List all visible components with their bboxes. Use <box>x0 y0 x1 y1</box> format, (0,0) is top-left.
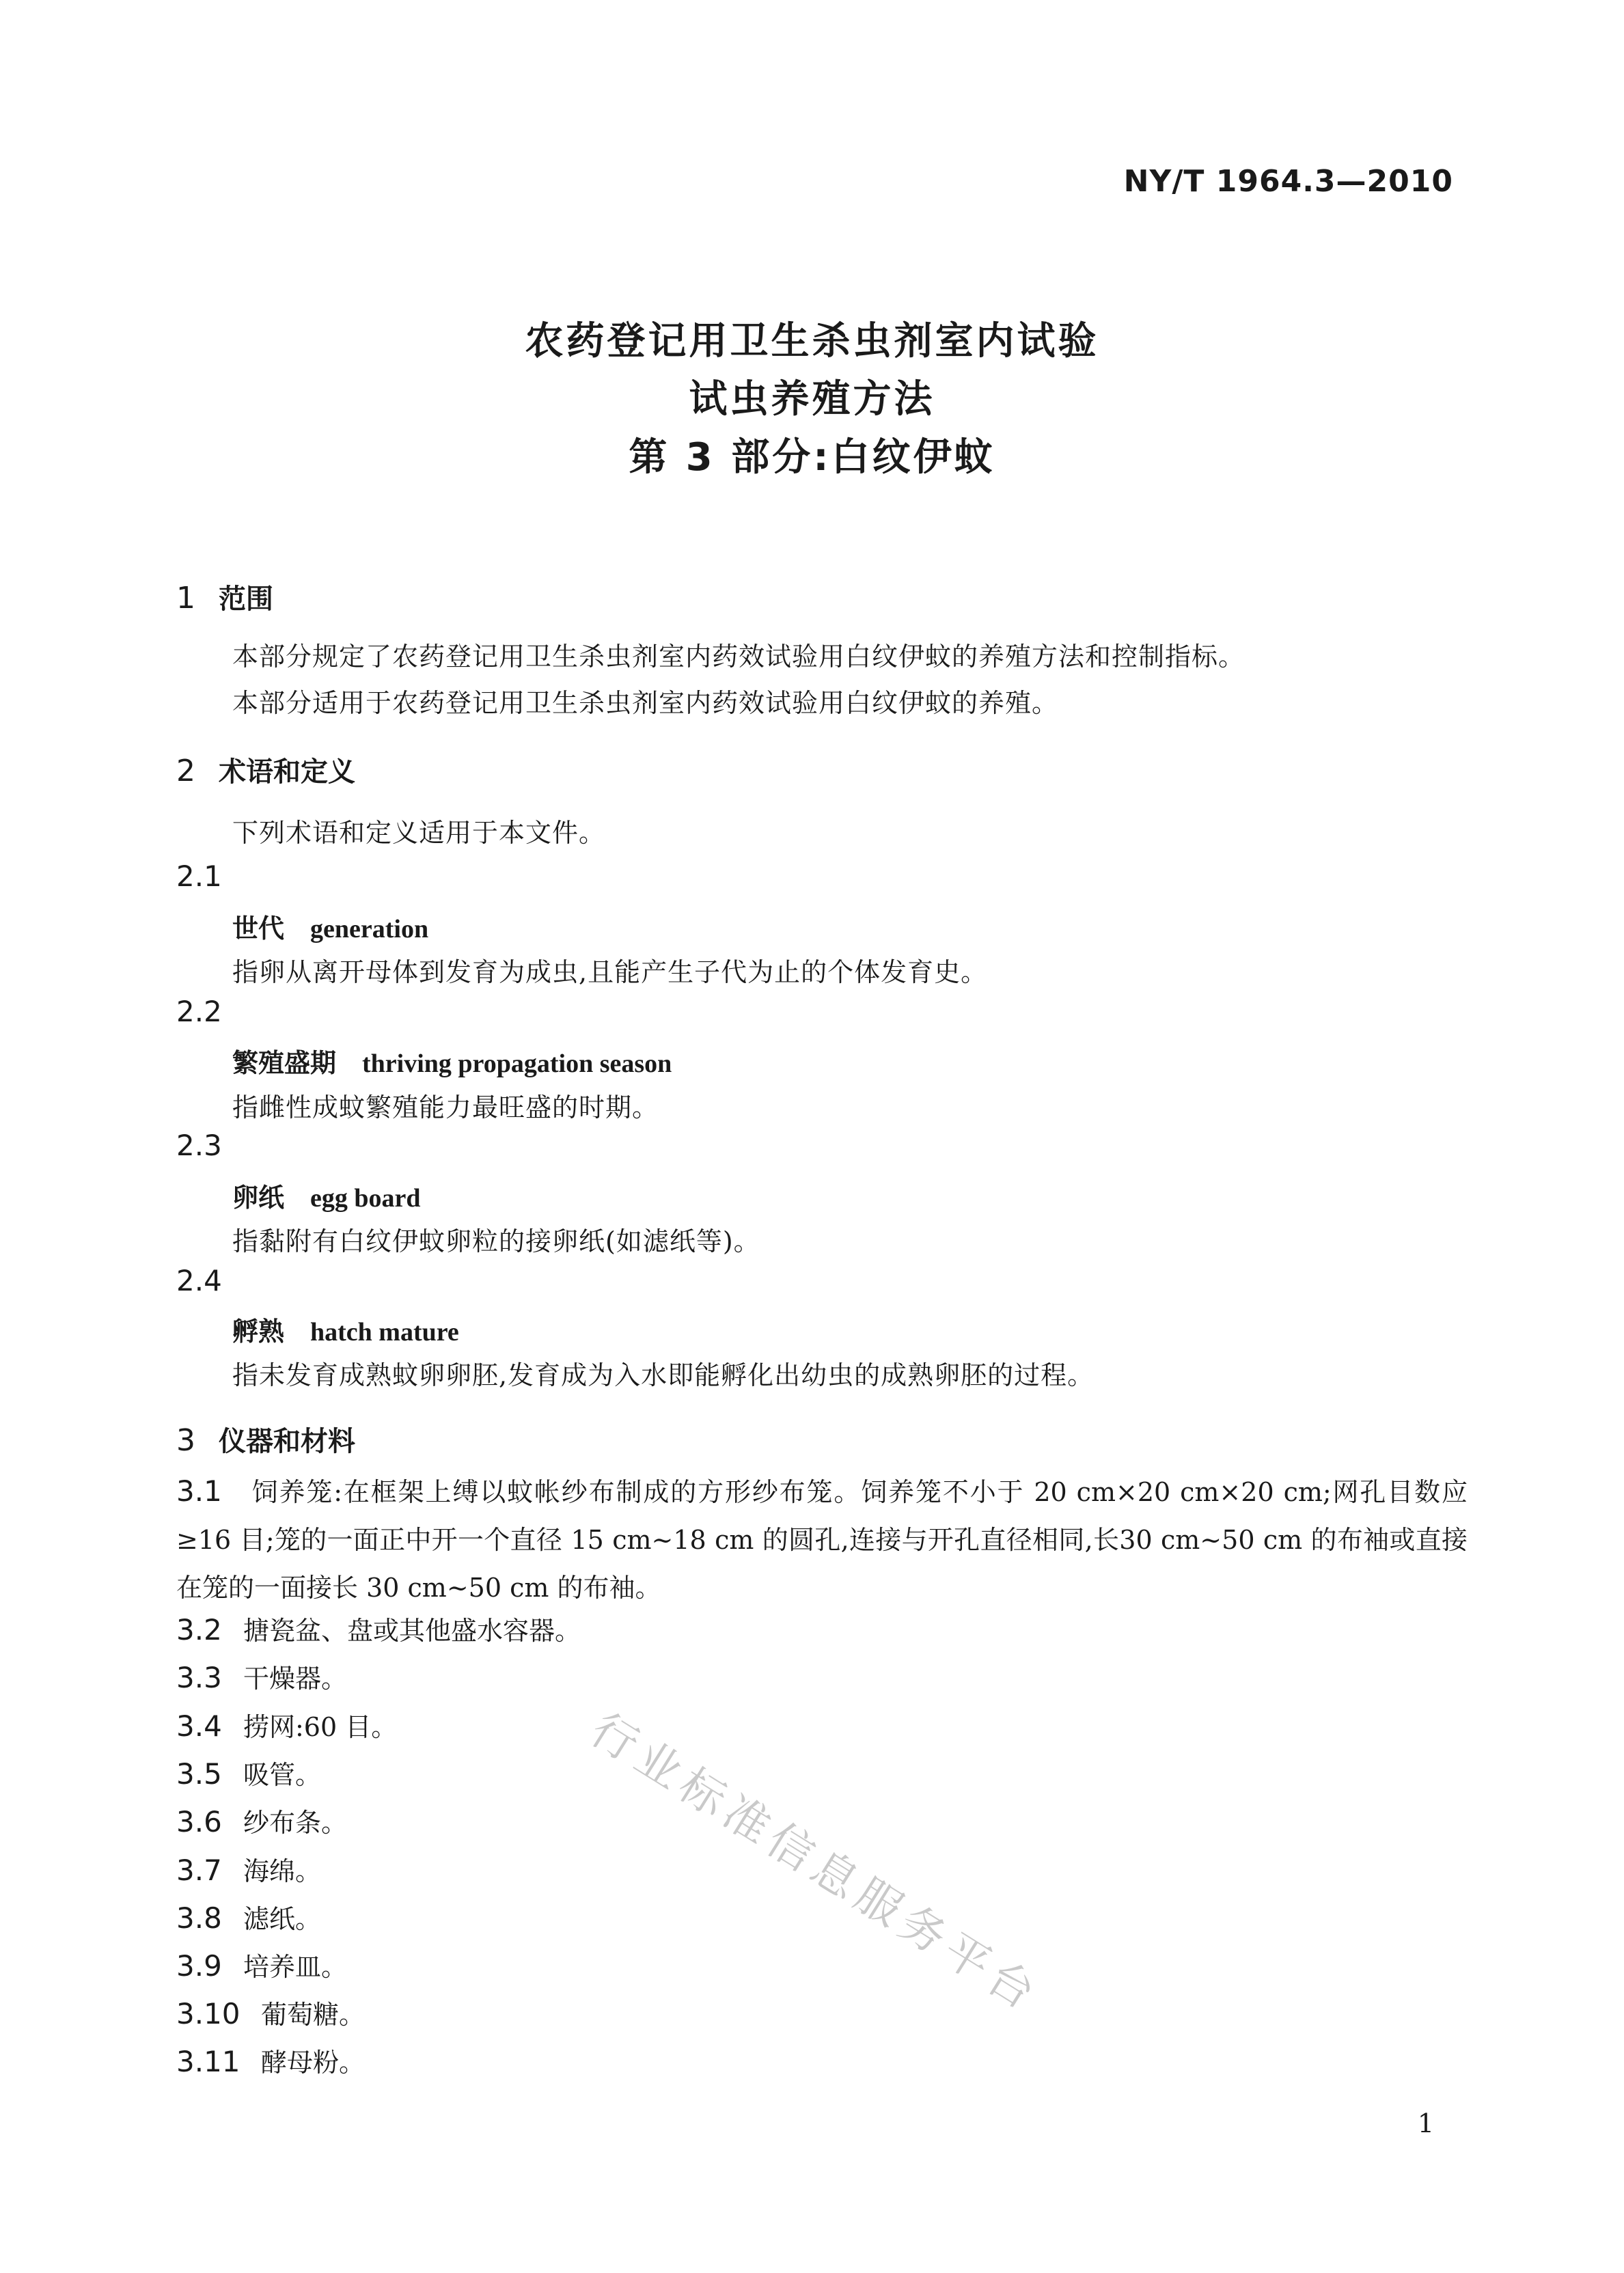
section-1-heading <box>176 577 273 616</box>
list-item <box>176 1898 321 1936</box>
definition: 指黏附有白纹伊蚊卵粒的接卵纸(如滤纸等)。 <box>232 1226 760 1256</box>
watermark: 行业标准信息服务平台 <box>581 1703 1050 2023</box>
item-number: 3.1 <box>176 1474 222 1508</box>
list-item <box>176 1706 397 1744</box>
clause-number: 2.1 <box>176 859 222 893</box>
item-number: 3.5 <box>176 1757 222 1791</box>
term-en: egg board <box>310 1184 421 1213</box>
item-text: 饲养笼:在框架上缚以蚊帐纱布制成的方形纱布笼。饲养笼不小于 20 cm×20 cm×20 cm;网孔目数应≥16 目;笼的一面正中开一个直径 15 cm~18 cm 的圆孔,连接与开孔直径相同,长30 cm~50 cm 的布袖或直接在笼的一面接长 30 cm~50 cm 的布袖。 <box>176 1477 1468 1603</box>
paragraph: 本部分规定了农药登记用卫生杀虫剂室内药效试验用白纹伊蚊的养殖方法和控制指标。 <box>232 642 1245 672</box>
term-zh: 卵纸 <box>232 1182 285 1213</box>
term <box>232 907 428 945</box>
term-zh: 繁殖盛期 <box>232 1047 337 1078</box>
item-text: 海绵。 <box>243 1856 322 1886</box>
item-text: 吸管。 <box>243 1760 322 1790</box>
item-number: 3.2 <box>176 1613 222 1647</box>
item-number: 3.10 <box>176 1997 240 2030</box>
section-title: 术语和定义 <box>219 756 355 788</box>
term <box>232 1176 421 1214</box>
term <box>232 1310 459 1348</box>
item-text: 纱布条。 <box>243 1808 348 1838</box>
definition: 指未发育成熟蚊卵卵胚,发育成为入水即能孵化出幼虫的成熟卵胚的过程。 <box>232 1360 1095 1390</box>
clause-number: 2.2 <box>176 995 222 1028</box>
title-line-2: 试虫养殖方法 <box>689 377 935 422</box>
section-2-heading <box>176 750 355 789</box>
list-item <box>176 2041 365 2079</box>
section-title: 范围 <box>219 583 273 615</box>
item-number: 3.9 <box>176 1949 222 1983</box>
term-en: thriving propagation season <box>362 1049 672 1078</box>
item-text: 干燥器。 <box>243 1664 348 1694</box>
item-3-1 <box>176 1468 1468 1612</box>
item-text: 培养皿。 <box>243 1952 348 1982</box>
item-text: 捞网:60 目。 <box>243 1712 398 1742</box>
paragraph: 下列术语和定义适用于本文件。 <box>232 818 606 848</box>
paragraph: 本部分适用于农药登记用卫生杀虫剂室内药效试验用白纹伊蚊的养殖。 <box>232 688 1059 718</box>
item-text: 搪瓷盆、盘或其他盛水容器。 <box>243 1616 581 1646</box>
list-item <box>176 1946 347 1983</box>
clause-number: 2.4 <box>176 1264 222 1297</box>
list-item <box>176 1754 321 1791</box>
standard-code: NY/T 1964.3—2010 <box>1123 164 1453 199</box>
definition: 指卵从离开母体到发育为成虫,且能产生子代为止的个体发育史。 <box>232 957 988 987</box>
section-title: 仪器和材料 <box>219 1426 355 1457</box>
section-3-heading <box>176 1420 355 1459</box>
term-zh: 孵熟 <box>232 1316 285 1347</box>
page-number: 1 <box>1417 2108 1434 2138</box>
term-zh: 世代 <box>232 913 285 943</box>
term-en: generation <box>310 915 429 943</box>
term-en: hatch mature <box>310 1318 459 1347</box>
section-number: 2 <box>176 754 195 788</box>
section-number: 3 <box>176 1423 195 1458</box>
list-item <box>176 1657 347 1695</box>
item-number: 3.4 <box>176 1709 222 1743</box>
item-number: 3.3 <box>176 1661 222 1694</box>
item-number: 3.8 <box>176 1901 222 1935</box>
title-line-1: 农药登记用卫生杀虫剂室内试验 <box>525 319 1099 363</box>
item-number: 3.7 <box>176 1854 222 1887</box>
section-number: 1 <box>176 581 195 616</box>
list-item <box>176 1610 581 1647</box>
item-text: 滤纸。 <box>243 1904 322 1934</box>
definition: 指雌性成蚊繁殖能力最旺盛的时期。 <box>232 1092 659 1122</box>
item-text: 葡萄糖。 <box>261 2000 366 2030</box>
clause-number: 2.3 <box>176 1129 222 1162</box>
term <box>232 1042 672 1079</box>
item-number: 3.6 <box>176 1805 222 1838</box>
list-item <box>176 1802 347 1839</box>
list-item <box>176 1850 321 1888</box>
item-number: 3.11 <box>176 2045 240 2078</box>
list-item <box>176 1994 365 2031</box>
title-line-3: 第 3 部分:白纹伊蚊 <box>629 435 995 480</box>
item-text: 酵母粉。 <box>261 2048 366 2078</box>
